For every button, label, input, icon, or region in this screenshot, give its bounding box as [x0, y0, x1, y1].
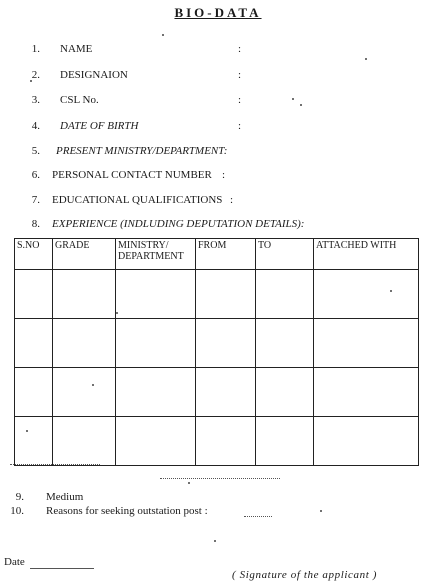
- table-cell[interactable]: [314, 270, 419, 319]
- scan-speck: [116, 312, 118, 314]
- field-label: Reasons for seeking outstation post :: [46, 505, 208, 517]
- table-cell[interactable]: [256, 319, 314, 368]
- table-cell[interactable]: [196, 319, 256, 368]
- table-row: [15, 368, 419, 417]
- field-label: CSL No.: [60, 94, 99, 106]
- field-number: 3.: [31, 94, 40, 106]
- column-header-to: TO: [256, 239, 314, 270]
- table-cell[interactable]: [196, 368, 256, 417]
- field-number: 8.: [31, 218, 40, 230]
- scan-noise-line: [160, 478, 280, 479]
- scan-speck: [26, 430, 28, 432]
- table-cell[interactable]: [314, 417, 419, 466]
- table-cell[interactable]: [196, 417, 256, 466]
- table-cell[interactable]: [53, 270, 116, 319]
- date-blank-line: [30, 568, 94, 569]
- scan-speck: [292, 98, 294, 100]
- column-header-from: FROM: [196, 239, 256, 270]
- field-number: 2.: [31, 69, 40, 81]
- scan-speck: [300, 104, 302, 106]
- scan-speck: [390, 290, 392, 292]
- table-cell[interactable]: [53, 368, 116, 417]
- table-row: [15, 417, 419, 466]
- table-cell[interactable]: [116, 368, 196, 417]
- scan-speck: [320, 510, 322, 512]
- table-cell[interactable]: [53, 319, 116, 368]
- column-header-grade: GRADE: [53, 239, 116, 270]
- table-cell[interactable]: [116, 319, 196, 368]
- scan-speck: [162, 34, 164, 36]
- table-cell[interactable]: [15, 319, 53, 368]
- scan-speck: [365, 58, 367, 60]
- scan-speck: [30, 80, 32, 82]
- column-header-sno: S.NO: [15, 239, 53, 270]
- field-colon: :: [222, 169, 226, 181]
- field-label: EDUCATIONAL QUALIFICATIONS: [52, 194, 223, 206]
- table-cell[interactable]: [256, 270, 314, 319]
- table-cell[interactable]: [15, 270, 53, 319]
- table-cell[interactable]: [256, 368, 314, 417]
- field-label: PERSONAL CONTACT NUMBER: [52, 169, 212, 181]
- field-number: 4.: [31, 120, 40, 132]
- experience-table: [14, 238, 419, 466]
- signature-label: ( Signature of the applicant ): [232, 569, 377, 581]
- field-label: DATE OF BIRTH: [60, 120, 139, 132]
- table-cell[interactable]: [116, 417, 196, 466]
- field-label: PRESENT MINISTRY/DEPARTMENT:: [56, 145, 228, 157]
- field-colon: :: [230, 194, 234, 206]
- field-number: 9.: [15, 491, 24, 503]
- table-cell[interactable]: [116, 270, 196, 319]
- field-colon: :: [238, 69, 242, 81]
- table-row: [15, 319, 419, 368]
- field-label: DESIGNAION: [60, 69, 128, 81]
- table-cell[interactable]: [314, 368, 419, 417]
- table-cell[interactable]: [196, 270, 256, 319]
- field-colon: :: [238, 43, 242, 55]
- table-cell[interactable]: [53, 417, 116, 466]
- table-cell[interactable]: [15, 417, 53, 466]
- field-number: 1.: [31, 43, 40, 55]
- form-title: BIO-DATA: [174, 5, 262, 20]
- field-label: NAME: [60, 43, 93, 55]
- field-number: 7.: [31, 194, 40, 206]
- table-cell[interactable]: [256, 417, 314, 466]
- table-cell[interactable]: [314, 319, 419, 368]
- date-label: Date: [4, 556, 25, 568]
- reasons-blank-line: [244, 516, 272, 517]
- field-number: 5.: [31, 145, 40, 157]
- scan-noise-line: [10, 464, 100, 465]
- scan-speck: [214, 540, 216, 542]
- field-label: Medium: [46, 491, 84, 503]
- column-header-ministry: MINISTRY/ DEPARTMENT: [116, 239, 196, 270]
- table-header-row: [15, 239, 419, 270]
- field-number: 10.: [10, 505, 24, 517]
- table-cell[interactable]: [15, 368, 53, 417]
- field-number: 6.: [31, 169, 40, 181]
- scan-speck: [188, 482, 190, 484]
- field-colon: :: [238, 94, 242, 106]
- field-colon: :: [238, 120, 242, 132]
- field-label: EXPERIENCE (INDLUDING DEPUTATION DETAILS):: [52, 218, 305, 230]
- column-header-attached-with: ATTACHED WITH: [314, 239, 419, 270]
- table-row: [15, 270, 419, 319]
- scan-speck: [92, 384, 94, 386]
